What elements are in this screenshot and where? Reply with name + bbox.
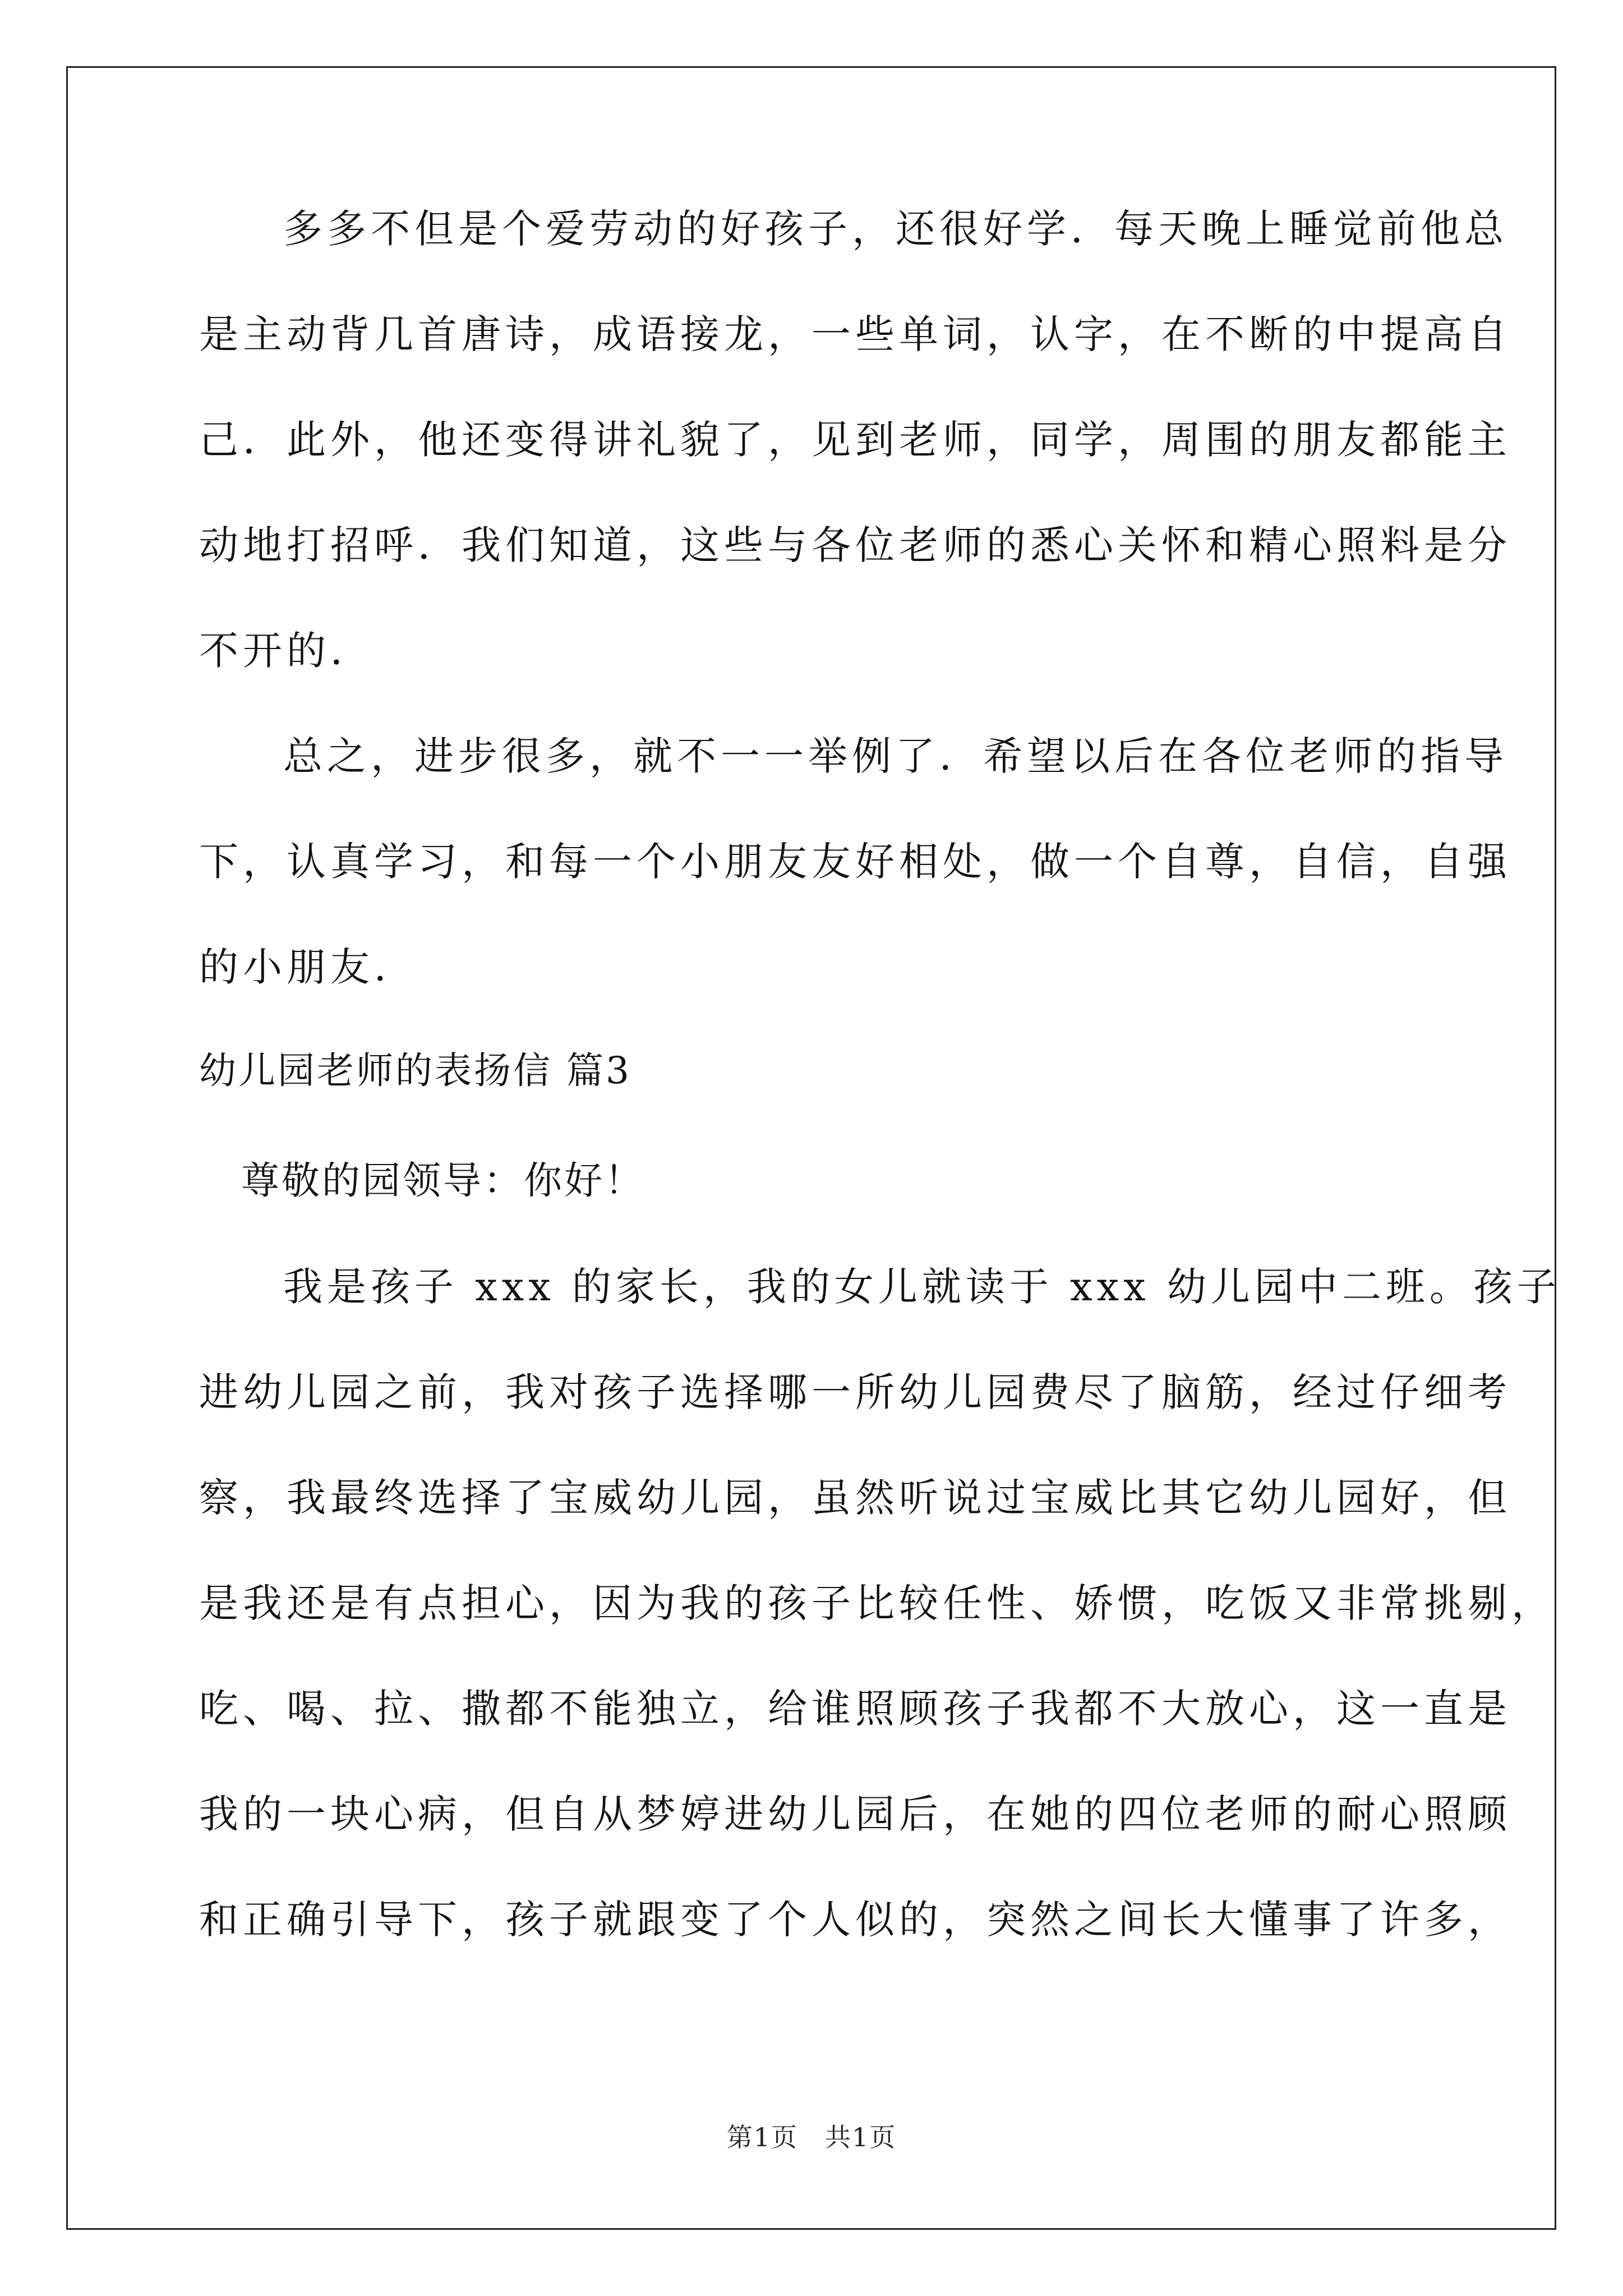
text-line: 吃、喝、拉、撒都不能独立，给谁照顾孩子我都不大放心，这一直是 (199, 1686, 1511, 1732)
text-line: 的小朋友． (199, 944, 418, 990)
paragraph-2 (199, 729, 1511, 994)
page-number: 第1页 共1页 (726, 2122, 897, 2152)
paragraph-1 (199, 202, 1511, 678)
text-line: 己．此外，他还变得讲礼貌了，见到老师，同学，周围的朋友都能主 (199, 417, 1511, 463)
text-line: 总之，进步很多，就不一一举例了．希望以后在各位老师的指导 (283, 733, 1508, 779)
text-line: 我是孩子 xxx 的家长，我的女儿就读于 xxx 幼儿园中二班。孩子 (283, 1264, 1561, 1310)
text-line: 不开的． (199, 628, 374, 674)
text-line: 和正确引导下，孩子就跟变了个人似的，突然之间长大懂事了许多， (199, 1897, 1511, 1943)
letter-greeting: 尊敬的园领导：你好！ (241, 1159, 645, 1203)
text-line: 进幼儿园之前，我对孩子选择哪一所幼儿园费尽了脑筋，经过仔细考 (199, 1369, 1511, 1415)
text-line: 多多不但是个爱劳动的好孩子，还很好学．每天晚上睡觉前他总 (283, 206, 1508, 252)
paragraph-3 (199, 1260, 1561, 1947)
text-line: 下，认真学习，和每一个小朋友友好相处，做一个自尊，自信，自强 (199, 839, 1511, 885)
text-line: 动地打招呼．我们知道，这些与各位老师的悉心关怀和精心照料是分 (199, 522, 1511, 568)
text-line: 是主动背几首唐诗，成语接龙，一些单词，认字，在不断的中提高自 (199, 311, 1511, 357)
text-line: 察，我最终选择了宝威幼儿园，虽然听说过宝威比其它幼儿园好，但 (199, 1475, 1511, 1521)
text-line: 是我还是有点担心，因为我的孩子比较任性、娇惯，吃饭又非常挑剔， (199, 1580, 1555, 1626)
section-heading: 幼儿园老师的表扬信 篇3 (199, 1049, 631, 1092)
text-line: 我的一块心病，但自从梦婷进幼儿园后，在她的四位老师的耐心照顾 (199, 1791, 1511, 1837)
document-body (199, 202, 1561, 1947)
